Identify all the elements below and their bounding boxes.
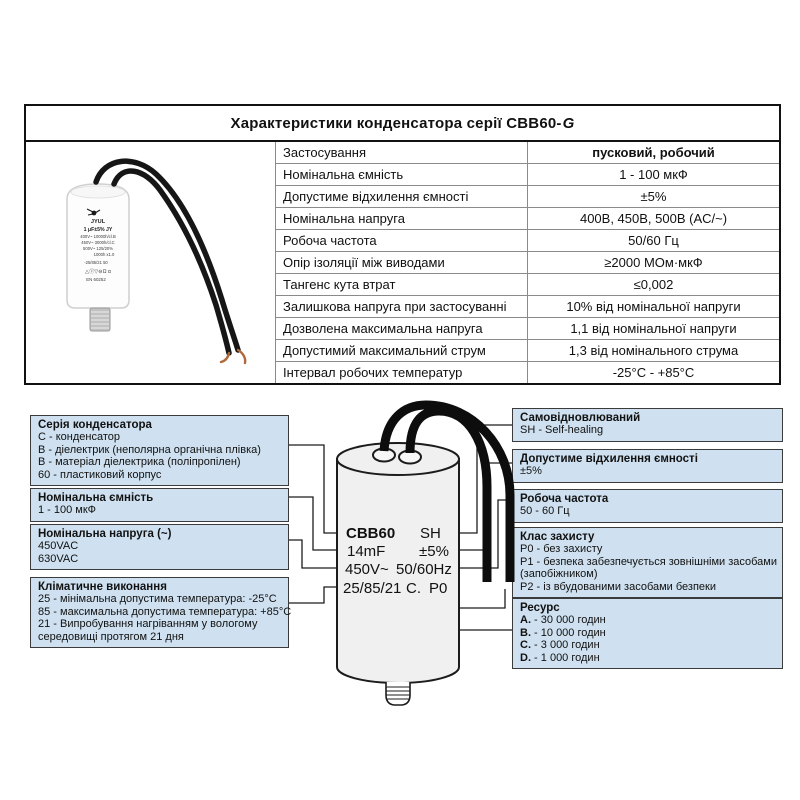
table-row [276,295,779,317]
capacitor-photo-cell [26,142,276,383]
spec-table-body [26,142,779,383]
capacitor-drawing-stud [386,682,410,705]
photo-wire-copper-tips [221,350,245,363]
callout-line: 1 - 100 мкФ [38,504,97,517]
callout-title: Серія конденсатора [38,419,152,431]
callout-title: Номінальна ємність [38,492,154,504]
lifetime-class-letter: B. [520,626,531,639]
photo-label-line: -25/85/21 50 [84,260,108,265]
table-row [276,229,779,251]
spec-value-cell: 1 - 100 мкФ [619,167,688,182]
callout-line: ±5% [520,465,542,478]
callout-line: SH - Self-healing [520,424,604,437]
marking-tolerance: ±5% [419,543,449,560]
spec-name-cell: Допустиме відхилення ємності [276,186,528,207]
spec-value-cell: ±5% [640,189,667,204]
callout-title: Клас захисту [520,531,595,543]
spec-name-cell: Допустимий максимальний струм [276,340,528,361]
callout-line: C - конденсатор [38,431,120,444]
callout-line: P2 - із вбудованими засобами безпеки [520,580,717,593]
table-row [276,317,779,339]
callout-line: B - діелектрик (неполярна органічна плівка) [38,443,261,456]
callout-self-healing [512,408,783,442]
table-row [276,273,779,295]
spec-value-cell: 400В, 450В, 500В (AC/~) [579,211,728,226]
lifetime-hours: - 30 000 годин [531,614,606,627]
capacitor-photo [26,142,274,381]
callout-title: Робоча частота [520,493,609,505]
capacitor-terminal-hole [373,449,395,462]
photo-label-line: 500V~ 125/20% [83,246,113,251]
callout-line: 630VAC [38,552,79,565]
lifetime-hours: - 1 000 годин [531,651,600,664]
callout-line [520,614,775,626]
callout-line: 450VAC [38,540,79,553]
spec-name-cell: Інтервал робочих температур [276,362,528,383]
callout-voltage [30,524,289,570]
photo-label-line: 450V~ 3000h/cl.C [81,240,115,245]
table-row [276,163,779,185]
spec-value-cell: -25°C - +85°C [612,365,695,380]
callout-line: 50 - 60 Гц [520,505,570,518]
callout-lifetime [512,598,783,669]
capacitor-drawing-top [337,443,459,475]
callout-capacity [30,488,289,522]
spec-name-cell: Залишкова напруга при застосуванні [276,296,528,317]
callout-line: 60 - пластиковий корпус [38,468,162,481]
spec-name-cell: Застосування [276,142,528,163]
callout-line: B - матеріал діелектрика (поліпропілен) [38,456,241,469]
marking-capacity: 14mF [347,543,386,560]
marking-frequency: 50/60Hz [396,561,452,578]
marking-diagram [0,395,800,800]
photo-brand-text: JYUL [90,219,106,225]
spec-table-title-text: Характеристики конденсатора серії CBB60- [230,114,562,132]
callout-line: 25 - мінімальна допустима температура: -25°C [38,593,277,606]
table-row [276,207,779,229]
marking-series: CBB60 [346,525,396,542]
callout-line: 21 - Випробування нагріванням у вологому [38,618,258,631]
callout-protection-class [512,527,783,598]
photo-capacitor-top-rim [71,186,125,198]
callout-frequency [512,489,783,523]
table-row [276,185,779,207]
spec-value-cell: 1,3 від номінального струма [568,343,739,358]
spec-name-cell: Дозволена максимальна напруга [276,318,528,339]
photo-cert-marks: △Ⓥ▽⊖Ω α [85,269,111,275]
table-row [276,339,779,361]
photo-label-line: EN 60252 [86,277,106,282]
spec-value-cell: 10% від номінальної напруги [566,299,741,314]
callout-tolerance [512,449,783,483]
callout-line [520,652,775,664]
callout-line: P1 - безпека забезпечується зовнішніми засобами [520,555,778,568]
spec-value-cell: пусковий, робочий [592,145,715,160]
callout-line: (запобіжником) [520,568,598,581]
spec-name-cell: Робоча частота [276,230,528,251]
callout-title: Номінальна напруга (~) [38,528,172,540]
callout-title: Допустиме відхилення ємності [520,453,698,465]
callout-climate [30,577,292,648]
photo-label-line: 400V~ 10000h/cl.B [80,234,116,239]
callout-title: Самовідновлюваний [520,412,641,424]
spec-value-cell: ≥2000 МОм·мкФ [604,255,703,270]
marking-voltage: 450V~ [345,561,389,578]
table-row [276,361,779,383]
callout-title: Ресурс [520,602,560,614]
callout-line [520,639,775,651]
spec-name-cell: Номінальна напруга [276,208,528,229]
photo-label-line: 1000h x1.0 [93,252,115,257]
photo-label-line: 1 μF±5% JY [83,227,113,233]
spec-table-title [26,106,779,142]
capacitor-terminal-hole [399,451,421,464]
callout-line [520,627,775,639]
table-row [276,142,779,163]
lifetime-class-letter: A. [520,614,531,627]
spec-name-cell: Опір ізоляції між виводами [276,252,528,273]
spec-rows [276,142,779,383]
callout-line: 85 - максимальна допустима температура: +85°C [38,605,292,618]
callout-line: середовищі протягом 21 дня [38,630,184,643]
lifetime-hours: - 10 000 годин [531,626,606,639]
spec-name-cell: Номінальна ємність [276,164,528,185]
spec-value-cell: 50/60 Гц [628,233,679,248]
table-row [276,251,779,273]
marking-self-healing: SH [420,525,441,542]
spec-table [24,104,781,385]
spec-value-cell: 1,1 від номінальної напруги [570,321,737,336]
marking-protection-class: P0 [429,580,448,597]
callout-series [30,415,289,486]
marking-climate: 25/85/21 [343,580,402,597]
spec-table-title-series-letter: G [562,114,575,132]
callout-title: Кліматичне виконання [38,581,167,593]
lifetime-class-letter: C. [520,639,531,652]
lifetime-hours: - 3 000 годин [531,639,600,652]
spec-value-cell: ≤0,002 [633,277,674,292]
callout-line: P0 - без захисту [520,543,603,556]
marking-resource-class: C. [406,580,421,597]
spec-name-cell: Тангенс кута втрат [276,274,528,295]
lifetime-class-letter: D. [520,651,531,664]
